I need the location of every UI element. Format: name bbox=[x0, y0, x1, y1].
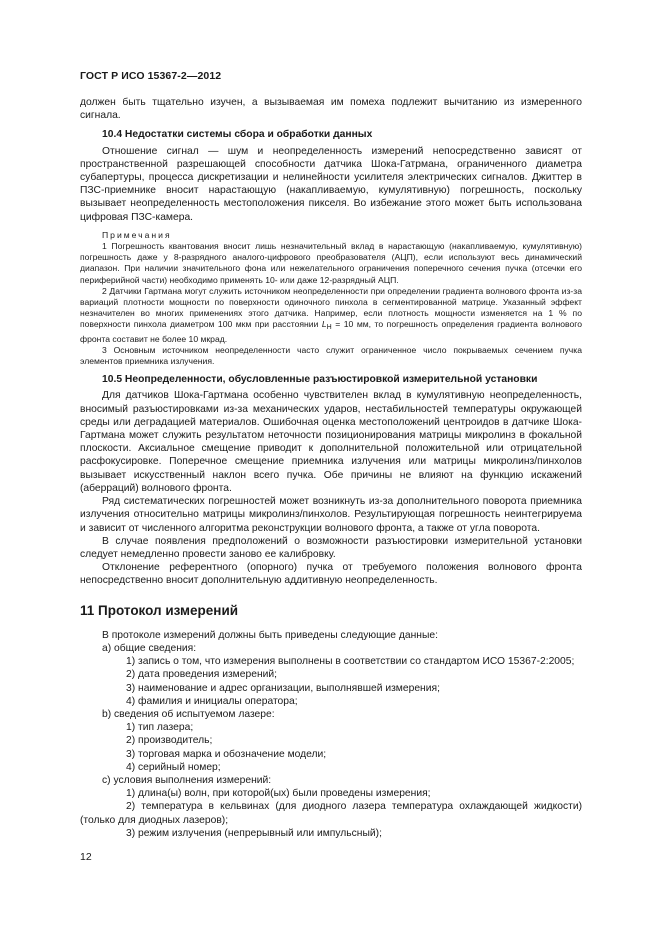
section-10-4-title: 10.4 Недостатки системы сбора и обработки данных bbox=[102, 129, 373, 141]
notes-title: Примечания bbox=[102, 229, 172, 240]
page-content bbox=[80, 96, 582, 840]
list-item-c1: 1) длина(ы) волн, при которой(ых) были проведены измерения; bbox=[126, 788, 431, 800]
note-1: 1 Погрешность квантования вносит лишь незначительный вклад в нарастающую (накапливаемую, кумулятивную) погрешность даже у 8-разрядного аналого-цифрового преобразователя (АЦП), если используют весь динамический диапазон. При наличии значительного фона или нежелательного ограничения поперечного сечения пучка (отсечки его периферийной части) необходимо применять 10- или даже 12-разрядный АЦП. bbox=[80, 241, 582, 285]
section-11-intro: В протоколе измерений должны быть приведены следующие данные: bbox=[102, 629, 438, 641]
list-item-b1: 1) тип лазера; bbox=[126, 722, 194, 734]
list-item-b3: 3) торговая марка и обозначение модели; bbox=[126, 748, 327, 760]
section-10-5-title: 10.5 Неопределенности, обусловленные разъюстировкой измерительной установки bbox=[102, 374, 538, 386]
section-10-4-paragraph: Отношение сигнал — шум и неопределенность измерений непосредственно зависят от пространственной разрешающей способности датчика Шока-Гатрмана, ограниченного диаметра субапертуры, процесса дискретизации и нелинейности усилителя электрических сигналов. Джиттер в ПЗС-приемнике вносит нарастающую (накапливаемую, кумулятивную) погрешность, поскольку вызывает неопределенность местоположения пикселя. Во избежание этого может быть использована цифровая ПЗС-камера. bbox=[80, 145, 582, 223]
note-2-subscript: H bbox=[326, 324, 332, 332]
section-10-5-paragraph-2: Ряд систематических погрешностей может возникнуть из-за дополнительного поворота приемника излучения относительно матрицы микролинз/пинхолов. Результирующая погрешность неинтегрируема и зависит от численного алгоритма реконструкции волнового фронта, а также от угла поворота. bbox=[80, 496, 582, 534]
note-2-text-after: = 10 мм, то погрешность определения градиента волнового фронта составит не более 10 мкрад. bbox=[80, 319, 582, 344]
list-item-b4: 4) серийный номер; bbox=[126, 761, 221, 773]
list-item-a1: 1) запись о том, что измерения выполнены в соответствии со стандартом ИСО 15367-2:2005; bbox=[126, 656, 575, 668]
list-item-c3: 3) режим излучения (непрерывный или импульсный); bbox=[126, 827, 382, 839]
note-2-text-before: 2 Датчики Гартмана могут служить источником неопределенности при определении градиента волнового фронта из-за вариаций плотности мощности по поверхности одиночного пинхола в сегментированной матрице. Указанный эффект незначителен во многих применениях этого датчика. Например, если плотность мощности изменяется на 1 % по поверхности пинхола диаметром 100 мкм при расстоянии bbox=[80, 285, 582, 330]
section-11-title: 11 Протокол измерений bbox=[80, 602, 239, 618]
section-10-5-paragraph-1: Для датчиков Шока-Гартмана особенно чувствителен вклад в кумулятивную неопределенность, вносимый разъюстировками из-за механических ударов, нестабильностей температуры окружающей среды или деградацией материалов. Ошибочная оценка местоположений центроидов в датчике Шока-Гартмана может служить результатом неточности позиционирования матрицы микролинз в фокальной плоскости. Аксиальное смещение приводит к дополнительной положительной или отрицательной расфокусировке. Поперечное смещение приемника излучения или матрицы микролинз/пинхолов вызывает искусственный наклон всего пучка. Обе причины не влияют на функцию искажений (аберраций) волнового фронта. bbox=[80, 390, 582, 494]
note-3: 3 Основным источником неопределенности часто служит ограниченное число покрываемых сечением пучка элементов приемника излучения. bbox=[80, 344, 582, 367]
continuation-paragraph: должен быть тщательно изучен, а вызываемая им помеха подлежит вычитанию из измеренного сигнала. bbox=[80, 97, 582, 122]
list-item-c: c) условия выполнения измерений: bbox=[102, 774, 272, 786]
list-item-a4: 4) фамилия и инициалы оператора; bbox=[126, 695, 298, 707]
list-item-a: a) общие сведения: bbox=[102, 642, 197, 654]
section-10-5-paragraph-3: В случае появления предположений о возможности разъюстировки измерительной установки следует немедленно провести заново ее калибровку. bbox=[80, 535, 582, 560]
list-item-b: b) сведения об испытуемом лазере: bbox=[102, 708, 275, 720]
list-item-b2: 2) производитель; bbox=[126, 735, 213, 747]
list-item-a3: 3) наименование и адрес организации, выполнявшей измерения; bbox=[126, 682, 440, 694]
document-header: ГОСТ Р ИСО 15367-2—2012 bbox=[80, 70, 222, 82]
note-2 bbox=[80, 286, 582, 345]
page-number: 12 bbox=[80, 851, 92, 863]
note-2-symbol: L bbox=[321, 319, 327, 330]
list-item-c2: 2) температура в кельвинах (для диодного лазера температура охлаждающей жидкости) (только для диодных лазеров); bbox=[80, 801, 582, 826]
list-item-a2: 2) дата проведения измерений; bbox=[126, 669, 277, 681]
section-10-5-paragraph-4: Отклонение референтного (опорного) пучка от требуемого положения волнового фронта непосредственно вносит дополнительную аддитивную неопределенность. bbox=[80, 562, 582, 587]
